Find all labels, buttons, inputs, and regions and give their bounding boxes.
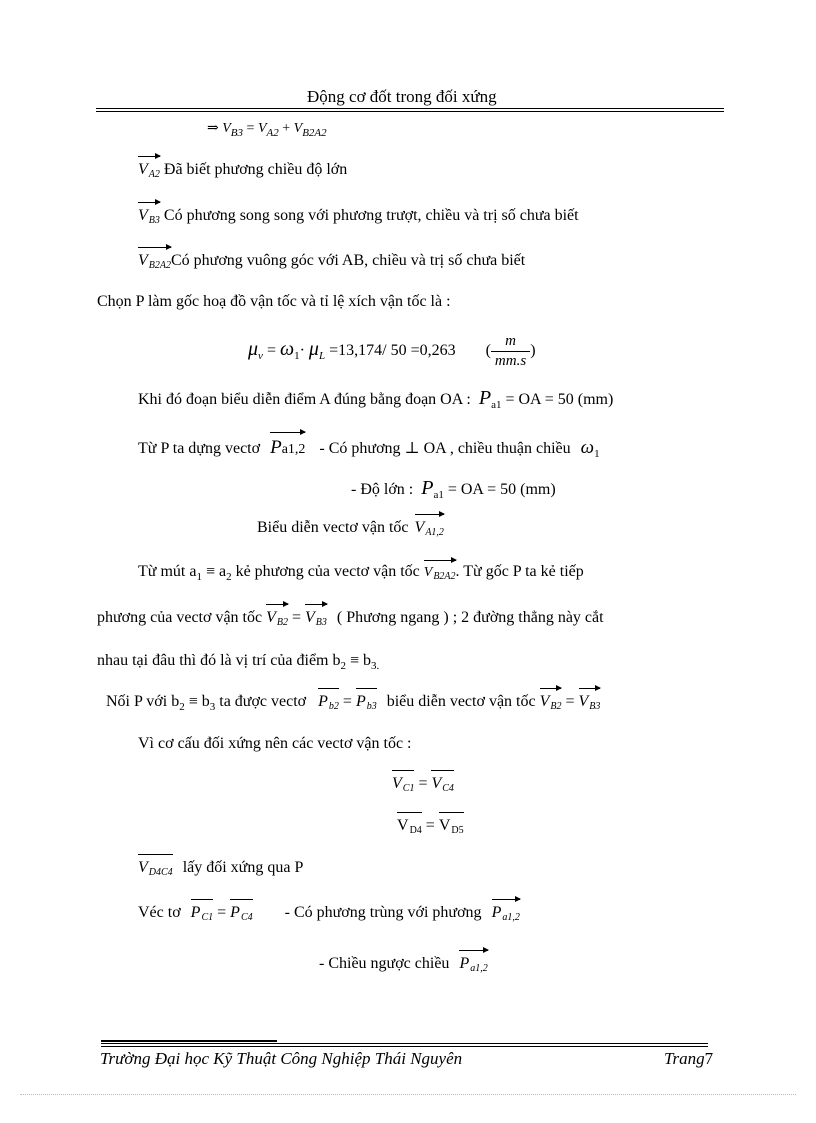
footer-page: Trang7 (664, 1049, 714, 1068)
equation-vd4-vd5: $V_{D4} = V_{D5}$ (397, 817, 464, 836)
vector-pb2: $P_{b2}$ (318, 693, 339, 712)
vector-vb2a2-ref: $V_{B2A2}$ (423, 565, 456, 582)
equation-vb3: ⇒ $V_{B3} = V_{A2} + V_{B2A2}$ (207, 121, 327, 139)
noi-p-text: Nối P với $b_2 \equiv b_3$ ta được vectơ $P_{b2} = P_{b3}$ biểu diễn vectơ vận tốc $V_{B2} = V_{B3}$ (106, 693, 601, 713)
vector-vb3-ref: $V_{B3}$ (305, 609, 327, 628)
vector-vb3-ref2: $V_{B3}$ (578, 693, 601, 712)
choose-p-text: Chọn P làm gốc hoạ đồ vận tốc và tỉ lệ xích vận tốc là : (97, 293, 451, 310)
tu-p-text: Từ P ta dựng vectơ Pa1,2 - Có phương ⊥ OA , chiều thuận chiều $\omega_1$ (138, 437, 600, 460)
mu-formula: $\mu_v = \omega_1\cdot \mu_L =13,174/$ 50 =0,263 ( $\frac{m}{mm.s}$ ) (248, 333, 536, 369)
bieu-dien-text: Biểu diễn vectơ vận tốc $V_{A1,2}$ (257, 519, 444, 538)
unit-fraction: $\frac{m}{mm.s}$ (491, 334, 530, 369)
vector-pa12-ref2: $P_{a1,2}$ (459, 955, 488, 974)
vd4c4-text: $V_{D4C4}$ lấy đối xứng qua P (138, 859, 304, 878)
vector-vc1: $V_{C1}$ (392, 775, 415, 794)
vec-to-text: Véc tơ $P_{C1} = P_{C4}$ - Có phương trùng với phương $P_{a1,2}$ (138, 904, 520, 923)
vb3-description: $V_{B3}$ Có phương song song với phương trượt, chiều và trị số chưa biết (138, 207, 579, 226)
vb2a2-description: $V_{B2A2}Có$ phương vuông góc với AB, chiều và trị số chưa biết (138, 252, 526, 271)
vector-pc4: $P_{C4}$ (230, 904, 253, 923)
vector-va2: $V_{A2}$ (138, 161, 160, 180)
vector-pa12: Pa1,2 (270, 437, 306, 458)
equation-vc1-vc4: $V_{C1} = V_{C4}$ (392, 775, 454, 794)
tu-mut-text: Từ mút $a_1 \equiv a_2$ kẻ phương của vectơ vận tốc $V_{B2A2}$. Từ gốc P ta kẻ tiếp (138, 563, 584, 583)
vector-vd4: $V_{D4}$ (397, 817, 422, 836)
va2-description: $V_{A2}$ Đã biết phương chiều độ lớn (138, 161, 348, 180)
footer-rule-thick (101, 1040, 277, 1042)
vector-pc1: $P_{C1}$ (190, 904, 214, 923)
footer-school: Trường Đại học Kỹ Thuật Công Nghiệp Thái Nguyên (100, 1049, 463, 1068)
phuong-text: phương của vectơ vận tốc $V_{B2} = V_{B3}$ ( Phương ngang ) ; 2 đường thẳng này cắt (97, 609, 604, 628)
footer-rule-bottom (101, 1046, 708, 1047)
khi-do-text: Khi đó đoạn biểu diễn điểm A đúng bằng đoạn OA : $P_{a1}$ = OA = 50 (mm) (138, 387, 614, 411)
vector-vb2-ref: $V_{B2}$ (539, 693, 562, 712)
vector-vb3: $V_{B3}$ (138, 207, 160, 226)
vector-vd5: $V_{D5}$ (438, 817, 464, 836)
nhau-text: nhau tại đâu thì đó là vị trí của điểm $b_2 \equiv b_{3.}$ (97, 652, 380, 672)
vector-vc4: $V_{C4}$ (431, 775, 454, 794)
header-rule-top (96, 108, 724, 109)
vi-co-text: Vì cơ cấu đối xứng nên các vectơ vận tốc : (138, 735, 412, 752)
vector-va12: $V_{A1,2}$ (414, 519, 444, 538)
chieu-text: - Chiều ngược chiều $P_{a1,2}$ (319, 955, 488, 974)
vector-pb3: $P_{b3}$ (355, 693, 377, 712)
footer-rule-top (101, 1043, 708, 1044)
page-bottom-dotted-line (20, 1094, 796, 1095)
header-rule-bottom (96, 111, 724, 112)
vector-vd4c4: $V_{D4C4}$ (138, 859, 173, 878)
do-lon-text: - Độ lớn : $P_{a1}$ = OA = 50 (mm) (351, 477, 556, 501)
page-header-title: Động cơ đốt trong đối xứng (307, 87, 497, 106)
vector-vb2: $V_{B2}$ (266, 609, 288, 628)
vector-pa12-ref: $P_{a1,2}$ (491, 904, 520, 923)
vector-vb2a2: $V_{B2A2}$ (138, 252, 171, 271)
